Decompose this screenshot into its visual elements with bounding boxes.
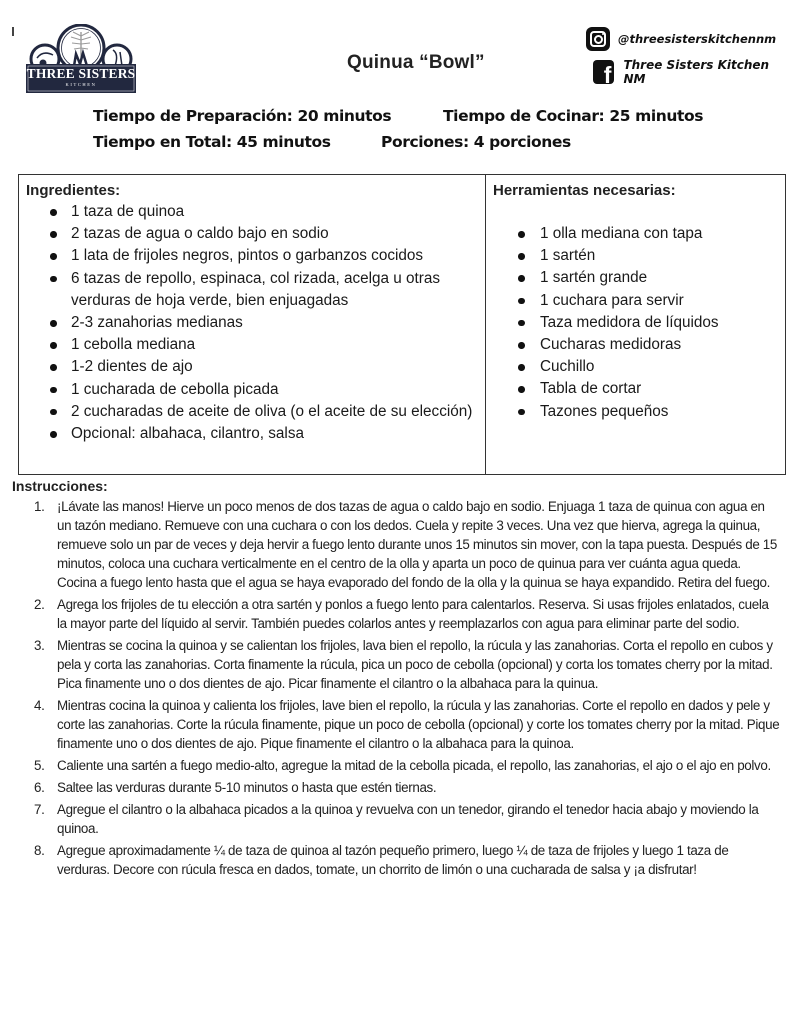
instagram-icon [586, 27, 610, 51]
bullet-icon [50, 342, 57, 349]
ingredient-item-text: 1 taza de quinoa [71, 203, 185, 220]
bullet-icon [50, 209, 57, 216]
facebook-page[interactable] [593, 58, 791, 86]
ingredients-list [26, 201, 482, 445]
logo-subtext: KITCHEN [65, 82, 97, 87]
ingredients-heading: Ingredientes: [26, 182, 121, 199]
bullet-icon [50, 431, 57, 438]
step-number: 3. [34, 638, 45, 653]
times-row-2 [93, 133, 571, 151]
bullet-icon [50, 364, 57, 371]
instagram-handle[interactable] [586, 27, 776, 51]
instruction-step [0, 636, 780, 693]
text-cursor [12, 27, 14, 36]
ingredient-item-text: 2 cucharadas de aceite de oliva (o el aceite de su elección) [71, 402, 473, 420]
tool-item [493, 356, 779, 378]
instruction-step [0, 696, 780, 753]
ingredient-item-text: 2-3 zanahorias medianas [71, 314, 243, 332]
step-text: Caliente una sartén a fuego medio-alto, agregue la mitad de la cebolla picada, el repollo, las zanahorias, el ajo o el ajo en polvo. [57, 758, 771, 773]
tool-item [493, 378, 779, 400]
ingredient-item [26, 401, 482, 423]
ingredients-cell [26, 181, 482, 445]
tool-item-text: 1 sartén grande [540, 269, 648, 287]
bullet-icon [50, 409, 57, 416]
recipe-title: Quinua “Bowl” [347, 52, 485, 73]
step-text: Agregue el cilantro o la albahaca picados a la quinoa y revuelva con un tenedor, girando el tenedor hacia abajo y moviendo la quinoa. [57, 802, 759, 836]
instruction-step [0, 595, 780, 633]
step-text: Saltee las verduras durante 5-10 minutos o hasta que estén tiernas. [57, 780, 437, 795]
ingredient-item [26, 356, 482, 378]
bullet-icon [518, 275, 525, 282]
instruction-step [0, 756, 780, 775]
ingredient-item-text: 6 tazas de repollo, espinaca, col rizada, acelga u otras verduras de hoja verde, bien enjuagadas [71, 269, 441, 309]
cook-time: Tiempo de Cocinar: 25 minutos [443, 107, 704, 125]
step-text: Mientras se cocina la quinoa y se calientan los frijoles, lava bien el repollo, la rúcula y las zanahorias. Corta el repollo en cubos y pela y corta las zanahorias. Corta finamente la rúcula, pica un poco de cebolla (opcional) y corta los tomates cherry por la mitad. Pica finamente uno o dos dientes de ajo. Picar finamente el cilantro o la albahaca para la quinua. [57, 638, 773, 691]
instruction-step [0, 800, 780, 838]
bullet-icon [518, 298, 525, 305]
instruction-step [0, 841, 780, 879]
tool-item [493, 290, 779, 312]
bullet-icon [50, 276, 57, 283]
step-number: 2. [34, 597, 45, 612]
ingredient-item [26, 268, 482, 312]
times-row-1 [93, 107, 704, 125]
instructions-list [0, 497, 780, 882]
bullet-icon [50, 320, 57, 327]
ingredient-item [26, 312, 482, 334]
tool-item-text: Tazones pequeños [540, 402, 669, 420]
instruction-step [0, 778, 780, 797]
logo-text: THREE SISTERS [26, 66, 136, 81]
step-text: Agrega los frijoles de tu elección a otra sartén y ponlos a fuego lento para calentarlos. Reserva. Si usas frijoles enlatados, cuela la mayor parte del líquido al servir. También puedes colarlos antes y reemplazarlos con agua para eliminar parte del sodio. [57, 597, 769, 631]
tools-heading: Herramientas necesarias: [493, 182, 676, 199]
tool-item [493, 312, 779, 334]
step-number: 6. [34, 780, 45, 795]
tool-item-text: Cuchillo [540, 358, 595, 376]
table-divider [485, 175, 486, 474]
step-number: 7. [34, 802, 45, 817]
tool-item [493, 267, 779, 289]
tool-item-text: Taza medidora de líquidos [540, 313, 719, 331]
bullet-icon [518, 342, 525, 349]
bullet-icon [518, 386, 525, 393]
ingredient-item [26, 334, 482, 356]
logo-emblem-icon [25, 24, 137, 100]
tool-item [493, 223, 779, 245]
step-number: 1. [34, 499, 45, 514]
prep-time: Tiempo de Preparación: 20 minutos [93, 107, 392, 125]
tool-item-text: 1 cuchara para servir [540, 291, 684, 309]
ingredient-item-text: 1 cucharada de cebolla picada [71, 380, 279, 398]
instagram-text: @threesisterskitchennm [618, 32, 777, 46]
ingredient-item [26, 201, 482, 223]
bullet-icon [50, 387, 57, 394]
tools-cell [493, 181, 779, 423]
three-sisters-kitchen-logo [25, 24, 137, 100]
step-text: ¡Lávate las manos! Hierve un poco menos de dos tazas de agua o caldo bajo en sodio. Enjuaga 1 taza de quinua con agua en un tazón mediano. Remueve con una cuchara o con los dedos. Cuela y repite 3 veces. Una vez que hierva, agrega la quinua, remueve solo un par de veces y deja hervir a fuego lento durante unos 15 minutos sin mover, con la tapa puesta. Después de 15 minutos, coloca una cuchara verticalmente en el centro de la olla y aparta un poco de quinua para ver cuánta agua queda. Cocina a fuego lento hasta que el agua se haya evaporado del fondo de la olla y la quinua se haya expandido. Retira del fuego. [57, 499, 777, 590]
servings: Porciones: 4 porciones [381, 133, 571, 151]
total-time: Tiempo en Total: 45 minutos [93, 133, 331, 151]
ingredient-item-text: 2 tazas de agua o caldo bajo en sodio [71, 225, 329, 243]
facebook-icon: f [593, 60, 614, 84]
bullet-icon [518, 231, 525, 238]
tool-item-text: Tabla de cortar [540, 380, 642, 398]
bullet-icon [518, 320, 525, 327]
ingredient-item [26, 423, 482, 445]
tool-item [493, 334, 779, 356]
ingredient-item-text: 1 lata de frijoles negros, pintos o garbanzos cocidos [71, 247, 424, 265]
step-number: 4. [34, 698, 45, 713]
ingredient-item-text: Opcional: albahaca, cilantro, salsa [71, 425, 304, 443]
ingredient-item-text: 1 cebolla mediana [71, 336, 196, 354]
tool-item-text: Cucharas medidoras [540, 336, 682, 354]
step-number: 8. [34, 843, 45, 858]
ingredient-item [26, 245, 482, 267]
instruction-step [0, 497, 780, 592]
bullet-icon [518, 253, 525, 260]
ingredient-item [26, 223, 482, 245]
tools-list [493, 223, 779, 423]
bullet-icon [518, 409, 525, 416]
tool-item [493, 245, 779, 267]
instructions-heading: Instrucciones: [12, 478, 108, 494]
facebook-text: Three Sisters Kitchen NM [623, 58, 770, 86]
tool-item-text: 1 olla mediana con tapa [540, 225, 703, 242]
tool-item-text: 1 sartén [540, 247, 596, 265]
step-text: Agregue aproximadamente ¼ de taza de quinoa al tazón pequeño primero, luego ¼ de taza de frijoles y luego 1 taza de verduras. Decore con rúcula fresca en dados, tomate, un chorrito de limón o una cucharada de salsa y ¡a disfrutar! [57, 843, 729, 877]
ingredient-item-text: 1-2 dientes de ajo [71, 358, 193, 376]
bullet-icon [50, 231, 57, 238]
ingredients-tools-table [18, 174, 786, 475]
step-text: Mientras cocina la quinoa y calienta los frijoles, lave bien el repollo, la rúcula y las zanahorias. Corte el repollo en dados y pele y corte las zanahorias. Corte la rúcula finamente, pique un poco de cebolla (opcional) y corte los tomates cherry por la mitad. Pique finamente uno o dos dientes de ajo. Pique finamente el cilantro o la albahaca para la quinoa. [57, 698, 780, 751]
tool-item [493, 401, 779, 423]
step-number: 5. [34, 758, 45, 773]
bullet-icon [518, 364, 525, 371]
ingredient-item [26, 379, 482, 401]
bullet-icon [50, 253, 57, 260]
